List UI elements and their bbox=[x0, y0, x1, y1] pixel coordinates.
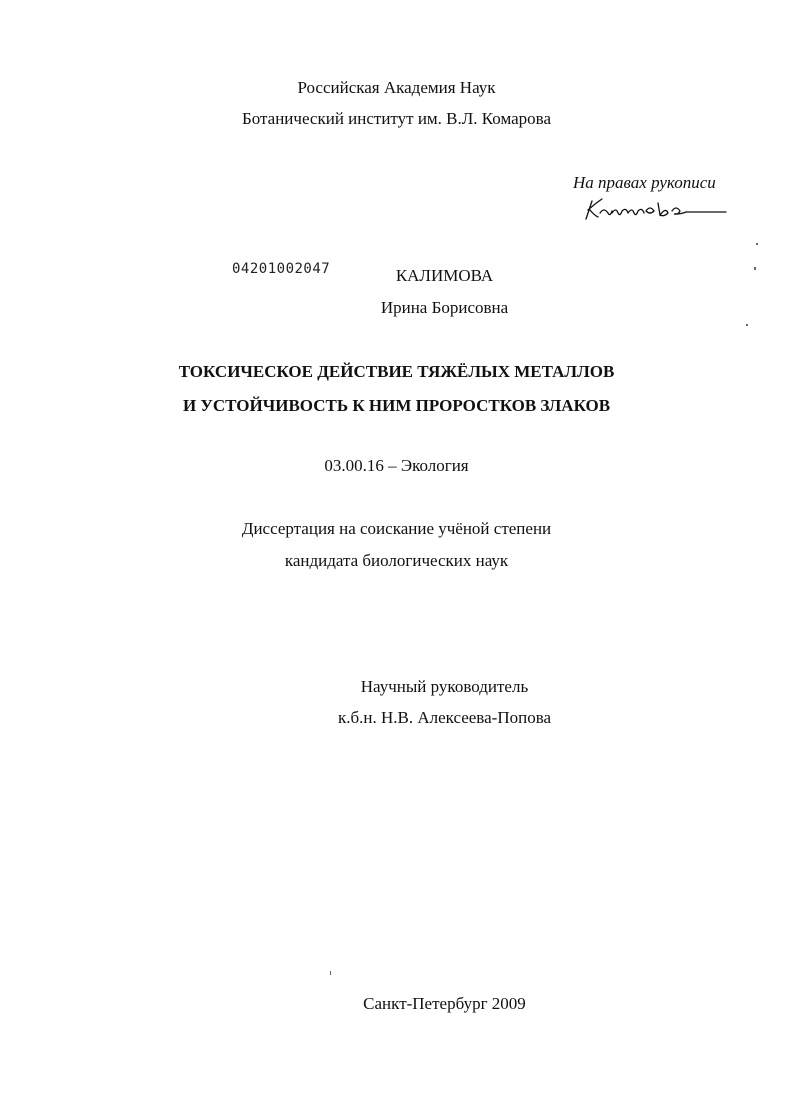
author-given-names: Ирина Борисовна bbox=[380, 298, 509, 317]
degree-line-1: Диссертация на соискание учёной степени bbox=[241, 519, 552, 538]
institute-name: Ботанический институт им. В.Л. Комарова bbox=[241, 109, 551, 128]
place-and-year: Санкт-Петербург 2009 bbox=[363, 994, 526, 1013]
author-surname: КАЛИМОВА bbox=[395, 266, 494, 285]
scan-speck bbox=[330, 971, 331, 975]
thesis-title-line-1: ТОКСИЧЕСКОЕ ДЕЙСТВИЕ ТЯЖЁЛЫХ МЕТАЛЛОВ bbox=[178, 362, 615, 381]
scan-speck bbox=[746, 324, 748, 326]
signature-icon bbox=[578, 193, 728, 223]
supervisor-name: к.б.н. Н.В. Алексеева-Попова bbox=[337, 708, 552, 727]
stamp-number: 04201002047 bbox=[232, 261, 331, 277]
academy-name: Российская Академия Наук bbox=[297, 78, 496, 97]
author-signature bbox=[578, 193, 728, 223]
thesis-title-line-2: И УСТОЙЧИВОСТЬ К НИМ ПРОРОСТКОВ ЗЛАКОВ bbox=[182, 396, 611, 415]
scan-speck bbox=[756, 243, 758, 245]
specialty-code: 03.00.16 – Экология bbox=[324, 456, 469, 475]
supervisor-label: Научный руководитель bbox=[360, 677, 529, 696]
scan-speck bbox=[754, 267, 756, 270]
manuscript-note: На правах рукописи bbox=[573, 173, 716, 192]
degree-line-2: кандидата биологических наук bbox=[284, 551, 509, 570]
